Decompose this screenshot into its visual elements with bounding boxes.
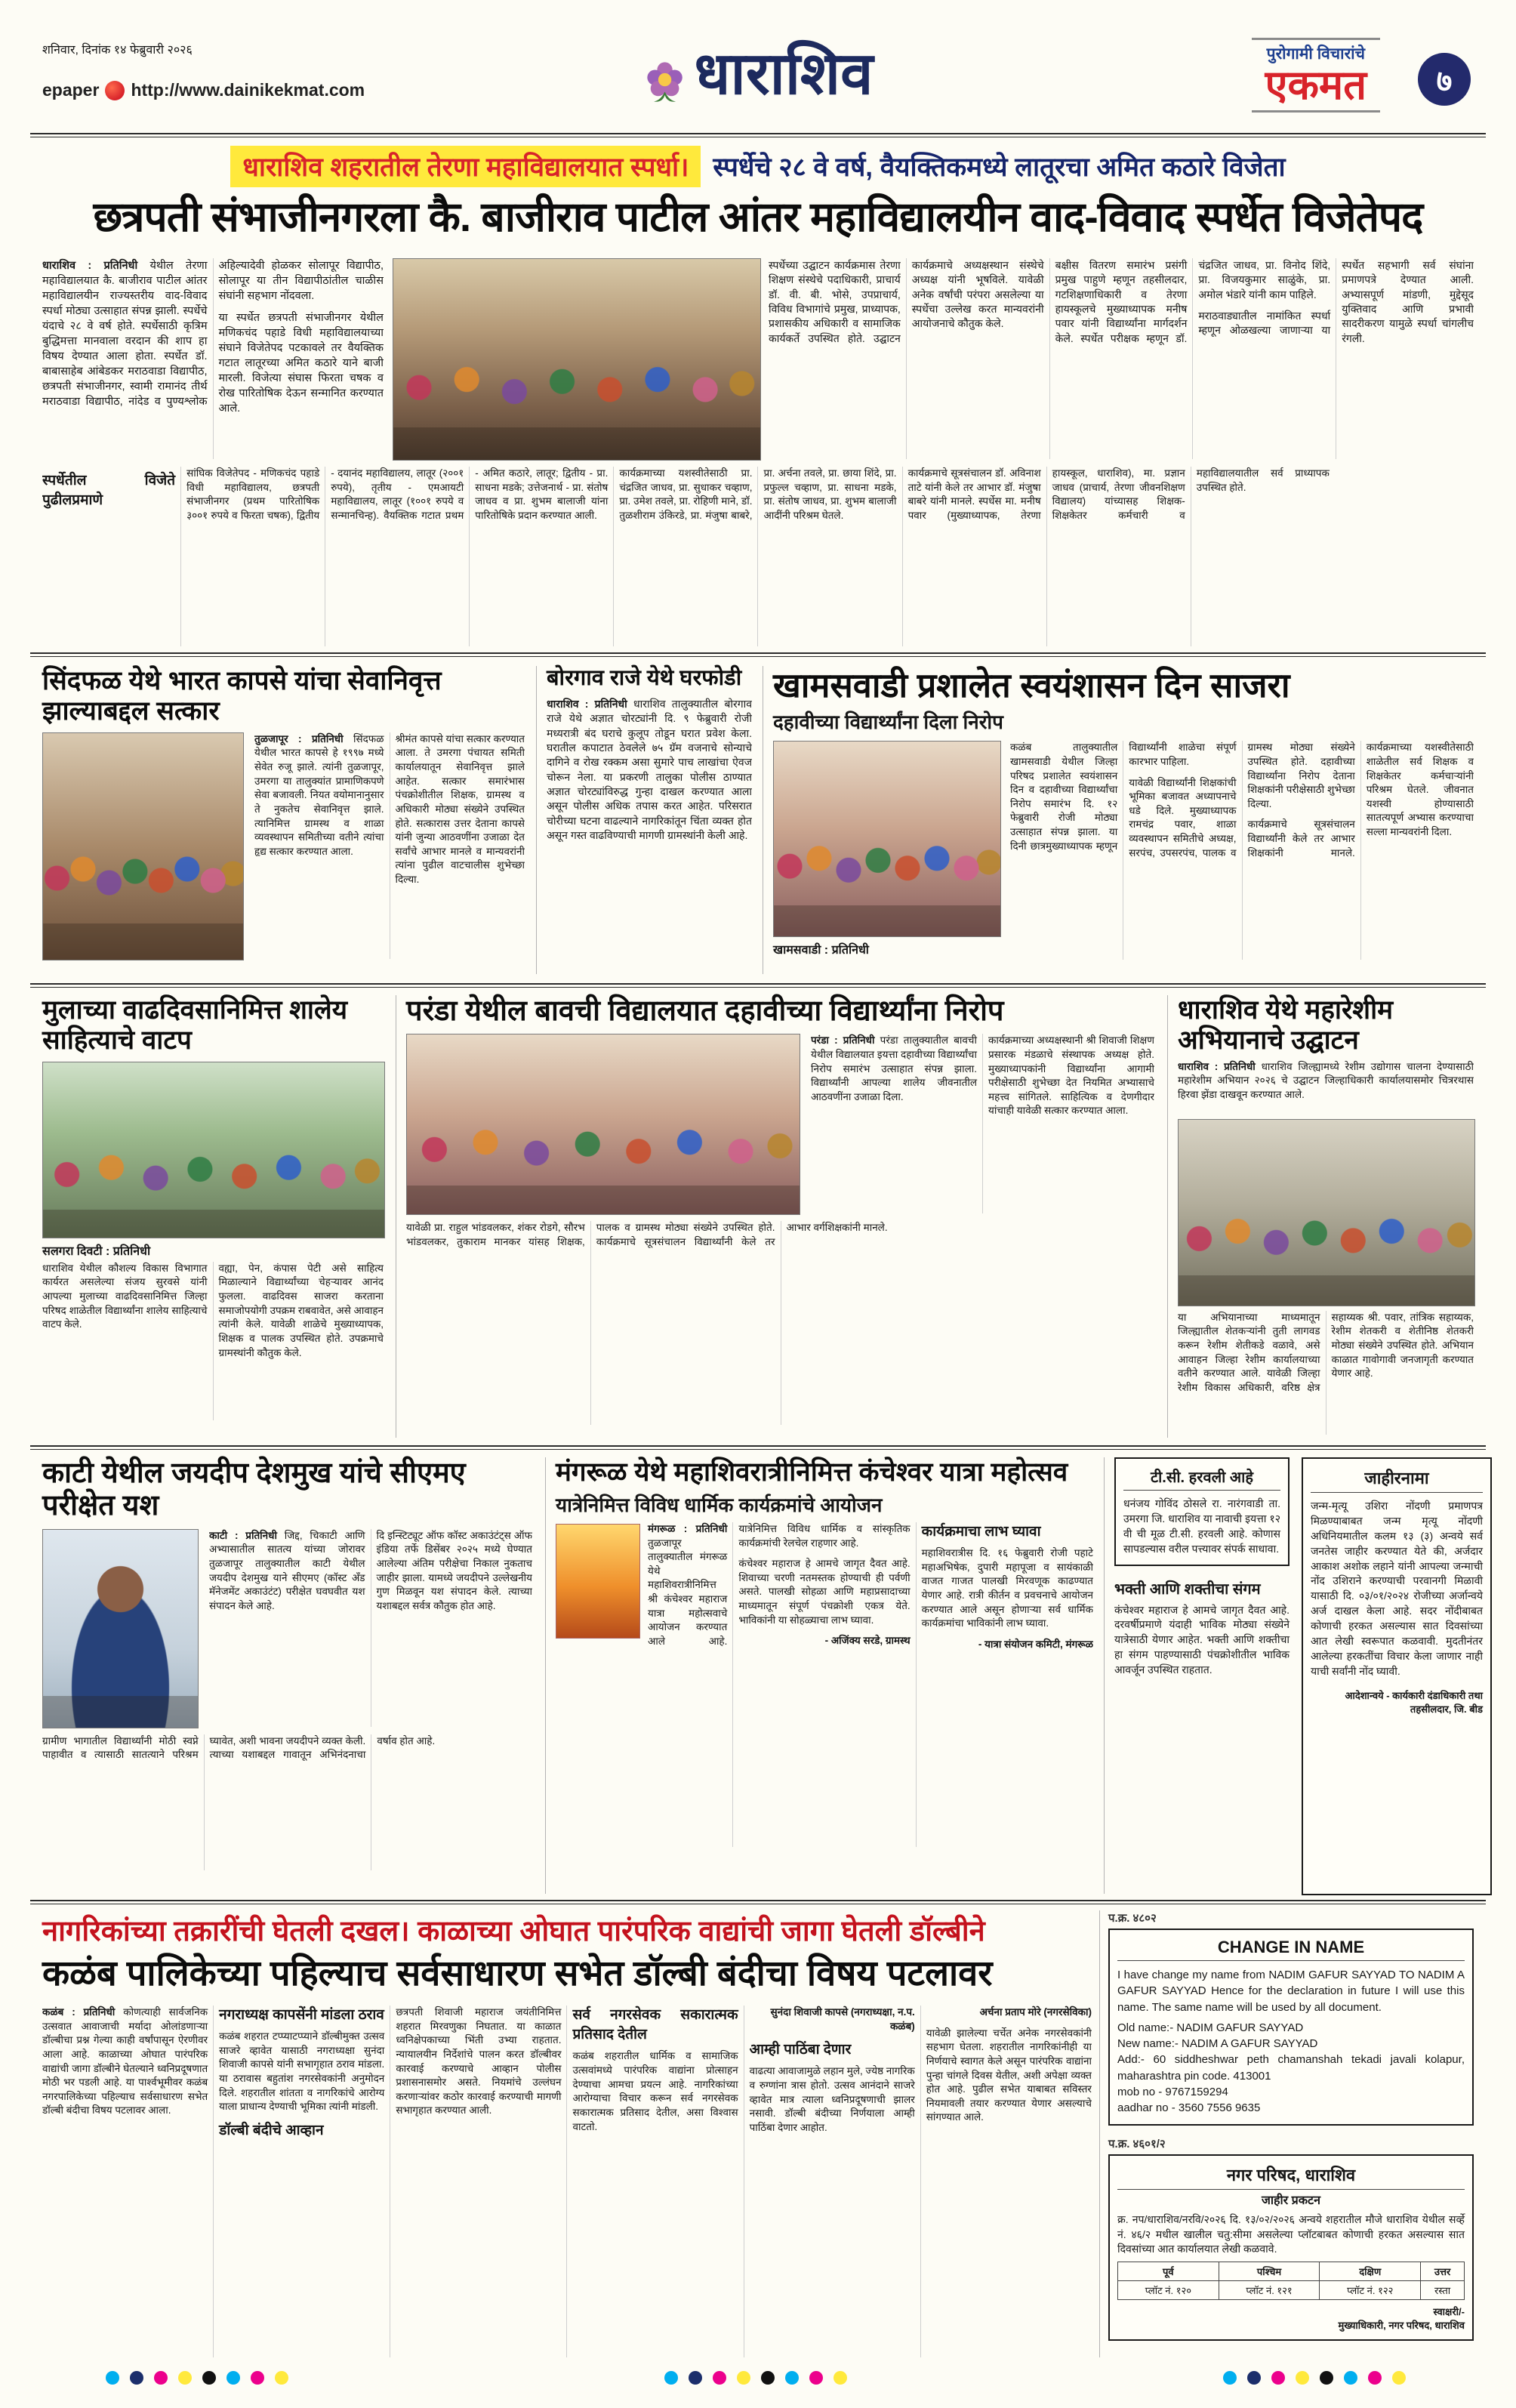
article-kati xyxy=(42,1457,533,1894)
table-header: उत्तर xyxy=(1421,2262,1465,2281)
article-body-bottom xyxy=(406,1221,1155,1425)
column-rule xyxy=(545,1457,546,1894)
body-text: दि इन्स्टिट्यूट ऑफ कॉस्ट अकाउंटंट्स ऑफ इंडिया तर्फे डिसेंबर २०२५ मध्ये घेण्यात आलेल्या अंतिम परीक्षेचा निकाल नुकताच जाहीर झाला. यामध्ये जयदीपने उल्लेखनीय गुण मिळवून यश संपादन केले. त्याच्या यशाबद्दल सर्वत्र कौतुक होत आहे. xyxy=(376,1529,532,1611)
body-text: येथील तेरणा महाविद्यालयात कै. बाजीराव पाटील आंतर महाविद्यालयीन राज्यस्तरीय वाद-विवाद स्पर्धा मोठ्या उत्साहात संपन्न झाली. स्पर्धेचे यंदाचे २८ वे वर्ष होते. स्पर्धेसाठी कृत्रिम बुद्धिमत्ता मानवाला वरदान की शाप हा विषय देण्यात आला होता. स्पर्धेत डॉ. बाबासाहेब आंबेडकर मराठवाडा विद्यापीठ, छत्रपती संभाजीनगर, स्वामी रामानंद तीर्थ मराठवाडा विद्यापीठ, नांदेड व पुण्यश्लोक अहिल्यादेवी होळकर सोलापूर विद्यापीठ, सोलापूर या तीन विद्यापीठांतील चाळीस संघांनी सहभाग नोंदवला. xyxy=(42,260,384,408)
reg-marks-group xyxy=(106,2371,288,2385)
section-rule xyxy=(30,1445,1486,1450)
council-notice xyxy=(1108,2154,1474,2342)
mahareshim-photo xyxy=(1178,1119,1475,1306)
body-text: कोणत्याही सार्वजनिक उत्सवात आवाजाची मर्यादा ओलांडणाऱ्या डॉल्बीचा प्रश्न गेल्या काही वर्षांपासून ऐरणीवर आला आहे. काळाच्या ओघात पारंपरिक वाद्यांची जागा डॉल्बीने घेतल्याने ध्वनिप्रदूषणात मोठी भर पडली आहे. या पार्श्वभूमीवर कळंब नगरपालिकेच्या पहिल्याच सर्वसाधारण सभेत डॉल्बी बंदीचा विषय पटलावर आला. xyxy=(42,2006,208,2117)
table-header: पूर्व xyxy=(1118,2262,1219,2281)
strap-rest: स्पर्धेचे २८ वे वर्ष, वैयक्तिकमध्ये लातूरचा अमित कठारे विजेता xyxy=(713,152,1286,182)
notice-head: टी.सी. हरवली आहे xyxy=(1123,1466,1280,1491)
notice-head: नगर परिषद, धाराशिव xyxy=(1117,2163,1465,2190)
notice-subhead: जाहीर प्रकटन xyxy=(1262,2194,1320,2207)
brand-box xyxy=(1252,38,1380,113)
dateline: तुळजापूर : प्रतिनिधी xyxy=(254,732,344,745)
section-rule xyxy=(30,1900,1486,1904)
article-borgaon xyxy=(547,666,752,974)
notice-signature: मुख्याधिकारी, नगर परिषद, धाराशिव xyxy=(1338,2320,1465,2332)
masthead-title xyxy=(643,40,874,106)
dateline: परंडा : प्रतिनिधी xyxy=(811,1034,875,1047)
body-text: छत्रपती शिवाजी महाराज जयंतीनिमित्त शहरात मिरवणुका निघतात. या काळात ध्वनिक्षेपकाच्या भिंती उभ्या राहतात. न्यायालयीन निर्देशांचे पालन करत डॉल्बीवर कारवाई करण्याचे आव्हान पोलीस प्रशासनासमोर असते. नियमांचे उल्लंघन करणाऱ्यांवर कठोर कारवाई करण्याची मागणी सभागृहात करण्यात आली. xyxy=(396,2006,562,2117)
body-text xyxy=(209,1529,365,1614)
body-text: कळंब तालुक्यातील खामसवाडी येथील जिल्हा परिषद प्रशालेत स्वयंशासन दिन व दहावीच्या विद्यार्थ्यांचा निरोप समारंभ दि. १२ फेब्रुवारी रोजी मोठ्या उत्साहात संपन्न झाला. या दिनी छात्रमुख्याध्यापक म्हणून विद्यार्थ्यांनी शाळेचा संपूर्ण कारभार पाहिला. xyxy=(1010,742,1237,852)
kalamb-strap: नागरिकांच्या तक्रारींची घेतली दखल। काळाच्या ओघात पारंपरिक वाद्यांची जागा घेतली डॉल्बीने xyxy=(42,1916,985,1947)
article-mahareshim xyxy=(1178,995,1474,1438)
notice-signature: स्वाक्षरी/- xyxy=(1433,2306,1465,2318)
article-vatap xyxy=(42,995,384,1438)
flower-logo-icon xyxy=(643,59,687,103)
bhakti-subhead: भक्ती आणि शक्तीचा संगम xyxy=(1114,1580,1261,1598)
article-headline: काटी येथील जयदीप देशमुख यांचे सीएमए परीक्षेत यश xyxy=(42,1457,466,1522)
article-body xyxy=(42,1262,384,1420)
article-body xyxy=(1010,741,1474,960)
notices-column-a xyxy=(1114,1457,1290,1894)
body-text xyxy=(1178,1060,1474,1102)
article-subhead: यात्रेनिमित्त विविध धार्मिक कार्यक्रमांचे आयोजन xyxy=(556,1493,883,1516)
dateline: धाराशिव : प्रतिनिधी xyxy=(1178,1060,1256,1072)
body-text: वह्या, पेन, कंपास पेटी असे साहित्य मिळाल्याने विद्यार्थ्यांच्या चेहऱ्यावर आनंद फुलला. वाढदिवस साजरा करताना समाजोपयोगी उपक्रम राबवावेत, असे आवाहन त्यांनी केले. यावेळी शाळेचे मुख्याध्यापक, शिक्षक व पालक उपस्थित होते. उपक्रमाचे ग्रामस्थांनी कौतुक केले. xyxy=(218,1262,384,1358)
table-cell: प्लॉट नं. १२१ xyxy=(1219,2281,1320,2300)
jahirnama-notice xyxy=(1302,1457,1492,1895)
body-text: सांघिक विजेतेपद - मणिकचंद पहाडे विधी महाविद्यालय, छत्रपती संभाजीनगर (प्रथम पारितोषिक ३००१ रुपये व फिरता चषक), द्वितीय - दयानंद महाविद्यालय, लातूर (२००१ रुपये), तृतीय - एमआयटी महाविद्यालय, लातूर (१००१ रुपये व सन्मानचिन्ह). वैयक्तिक गटात प्रथम - अमित कठारे, लातूर; द्वितीय - प्रा. साधना मडके; उत्तेजनार्थ - प्रा. संतोष जाधव व प्रा. शुभम बालाजी यांना पारितोषिके प्रदान करण्यात आली. xyxy=(186,467,609,521)
body-text: ग्रामीण भागातील विद्यार्थ्यांनी मोठी स्वप्ने पाहावीत व त्यासाठी सातत्याने परिश्रम घ्यावेत, अशी भावना जयदीपने व्यक्त केली. त्याच्या यशाबद्दल गावातून अभिनंदनाचा वर्षाव होत आहे. xyxy=(42,1734,436,1761)
notice-line: aadhar no - 3560 7556 9635 xyxy=(1117,2101,1261,2115)
change-name-notice xyxy=(1108,1929,1474,2126)
body-text: मराठवाड्यातील नामांकित स्पर्धा म्हणून ओळखल्या जाणाऱ्या या स्पर्धेत सहभागी सर्व संघांना प्रमाणपत्रे देण्यात आली. अभ्यासपूर्ण मांडणी, मुद्देसूद युक्तिवाद आणि प्रभावी सादरीकरण यामुळे स्पर्धा चांगलीच रंगली. xyxy=(1198,259,1474,344)
column-rule xyxy=(1104,1457,1105,1894)
quote-attribution: सुनंदा शिवाजी कापसे (नगराध्यक्षा, न.प. कळंब) xyxy=(770,2006,915,2032)
notice-line: Old name:- NADIM GAFUR SAYYAD xyxy=(1117,2021,1304,2034)
column-rule xyxy=(1167,995,1168,1438)
body-text: कार्यक्रमाच्या अध्यक्षस्थानी श्री शिवाजी शिक्षण प्रसारक मंडळाचे संस्थापक अध्यक्ष होते. मुख्याध्यापकांनी विद्यार्थ्यांना आगामी परीक्षेसाठी शुभेच्छा देत नियमित अभ्यासाचे महत्त्व सांगितले. साहित्यिक व देणगीदार यांचाही यावेळी सत्कार करण्यात आला. xyxy=(988,1034,1154,1117)
dateline: कळंब : प्रतिनिधी xyxy=(42,2006,116,2018)
body-text: यावेळी विद्यार्थ्यांनी शिक्षकांची भूमिका बजावत अध्यापनाचे धडे दिले. मुख्याध्यापक रामचंद्र पवार, शाळा व्यवस्थापन समितीचे अध्यक्ष, सरपंच, उपसरपंच, पालक व ग्रामस्थ मोठ्या संख्येने उपस्थित होते. दहावीच्या विद्यार्थ्यांना निरोप देताना शिक्षकांनी परीक्षेसाठी शुभेच्छा दिल्या. xyxy=(1129,742,1355,859)
sindphal-photo xyxy=(42,732,244,960)
article-paranda xyxy=(406,995,1155,1438)
notice-body: जन्म-मृत्यू उशिरा नोंदणी प्रमाणपत्र मिळण्याबाबत जन्म मृत्यू नोंदणी अधिनियमातील कलम १३ (३) अन्वये सर्व जनतेस जाहीर करण्यात येते की, अर्जदार आकाश अशोक लहाने यांनी आपल्या जन्माची नोंद उशिराने करण्याची परवानगी मिळावी यासाठी दि. ०३/०१/२०२४ रोजीच्या अर्जान्वये अर्ज दाखल केला आहे. सदर नोंदीबाबत कोणाची हरकत असल्यास सात दिवसांच्या आत लेखी स्वरूपात कळवावी. मुदतीनंतर आलेल्या हरकतींचा विचार केला जाणार नाही याची सर्वांनी नोंद घ्यावी. xyxy=(1311,1500,1483,1677)
body-text: धाराशिव जिल्ह्यामध्ये रेशीम उद्योगास चालना देण्यासाठी महारेशीम अभियान २०२६ चे उद्घाटन जिल्हाधिकारी कार्यालयासमोर चित्ररथास हिरवा झेंडा दाखवून करण्यात आले. xyxy=(1178,1060,1474,1101)
table-cell: रस्ता xyxy=(1421,2281,1465,2300)
kati-portrait-photo xyxy=(42,1529,199,1728)
notice-body: धनंजय गोविंद ठोसले रा. नारंगवाडी ता. उमरगा जि. धाराशिव या नावाची इयत्ता १२ वी ची मूळ टी.सी. हरवली आहे. कोणास सापडल्यास वरील पत्त्यावर संपर्क साधावा. xyxy=(1123,1497,1280,1555)
section-rule xyxy=(30,652,1486,657)
tc-lost-notice xyxy=(1114,1457,1290,1566)
article-headline: धाराशिव येथे महारेशीम अभियानाचे उद्घाटन xyxy=(1178,995,1394,1055)
body-text: या अभियानाच्या माध्यमातून जिल्ह्यातील शेतकऱ्यांनी तुती लागवड करून रेशीम शेतीकडे वळावे, असे आवाहन जिल्हा रेशीम कार्यालयाच्या वतीने करण्यात आले. यावेळी जिल्हा रेशीम विकास अधिकारी, वरिष्ठ क्षेत्र सहाय्यक श्री. पवार, तांत्रिक सहाय्यक, रेशीम शेतकरी व शेतीनिष्ठ शेतकरी मोठ्या संख्येने उपस्थित होते. अभियान काळात गावोगावी जनजागृती करण्यात येणार आहे. xyxy=(1178,1311,1474,1393)
epaper-logo-icon xyxy=(105,81,125,100)
body-text: जिद्द, चिकाटी आणि अभ्यासातील सातत्य यांच्या जोरावर तुळजापूर तालुक्यातील काटी येथील जयदीप देशमुख याने सीएमए (कॉस्ट अँड मॅनेजमेंट अकाउंटंट) परीक्षेत घवघवीत यश संपादन केले आहे. xyxy=(209,1529,365,1611)
sub-headline: आम्ही पाठिंबा देणार xyxy=(749,2042,852,2058)
quote-subhead: कार्यक्रमाचा लाभ घ्यावा xyxy=(921,1523,1041,1540)
epaper-label[interactable]: epaper xyxy=(42,80,100,100)
body-text: कळंब शहरात टप्प्याटप्प्याने डॉल्बीमुक्त उत्सव साजरे व्हावेत यासाठी नगराध्यक्षा सुनंदा शिवाजी कापसे यांनी सभागृहात ठराव मांडला. या ठरावास बहुतांश नगरसेवकांनी अनुमोदन दिले. शहरातील शांतता व नागरिकांचे आरोग्य याला प्राधान्य देण्याची भूमिका त्यांनी मांडली. xyxy=(219,2030,385,2113)
dateline: मंगरूळ : प्रतिनिधी xyxy=(648,1522,728,1534)
body-text: यावेळी प्रा. राहुल भांडवलकर, शंकर रोडगे, सौरभ भांडवलकर, तुकाराम मानकर यांसह शिक्षक, पालक व ग्रामस्थ मोठ्या संख्येने उपस्थित होते. कार्यक्रमाचे सूत्रसंचालन विद्यार्थ्यांनी केले तर आभार वर्गशिक्षकांनी मानले. xyxy=(406,1222,888,1247)
notice-body: क्र. नप/धाराशिव/नरवि/२०२६ दि. १३/०२/२०२६ अन्वये शहरातील मौजे धाराशिव येथील सर्व्हे नं. ४६/२ मधील खालील चतु:सीमा असलेल्या प्लॉटबाबत कोणाची हरकत असल्यास सात दिवसांच्या आत कार्यालयात लेखी कळवावे. xyxy=(1117,2212,1465,2255)
brand-tagline: पुरोगामी विचारांचे xyxy=(1266,45,1365,63)
article-body xyxy=(547,697,752,939)
reg-marks-group xyxy=(664,2371,847,2385)
table-header: पश्चिम xyxy=(1219,2262,1320,2281)
photo-caption: सलगरा दिवटी : प्रतिनिधी xyxy=(42,1244,151,1258)
notice-head: CHANGE IN NAME xyxy=(1117,1938,1465,1961)
body-text: सिंदफळ येथील भारत कापसे हे १९९७ मध्ये सेवेत रुजू झाले. त्यांनी तुळजापूर, उमरगा या तालुक्यांत प्रामाणिकपणे सेवा बजावली. नियत वयोमानानुसार ते नुकतेच सेवानिवृत्त झाले. त्यानिमित्त ग्रामस्थ व शाळा व्यवस्थापन समितीच्या वतीने त्यांचा हृद्य सत्कार करण्यात आला. xyxy=(254,732,384,857)
article-subhead: दहावीच्या विद्यार्थ्यांना दिला निरोप xyxy=(773,711,1003,734)
sub-headline: सर्व नगरसेवक सकारात्मक प्रतिसाद देतील xyxy=(572,2007,738,2043)
body-text: यावेळी झालेल्या चर्चेत अनेक नगरसेवकांनी सहभाग घेतला. शहरातील नागरिकांनीही या निर्णयाचे स्वागत केले असून पारंपरिक वाद्यांना पुन्हा चांगले दिवस येतील, अशी अपेक्षा व्यक्त होत आहे. पुढील सभेत याबाबत सविस्तर नियमावली तयार करण्यात येणार असल्याचे सांगण्यात आले. xyxy=(926,2027,1092,2123)
body-text: तुळजापूर तालुक्यातील मंगरूळ येथे महाशिवरात्रीनिमित्त श्री कंचेश्वर महाराज यात्रा महोत्सवाचे आयोजन करण्यात आले आहे. यात्रेनिमित्त विविध धार्मिक व सांस्कृतिक कार्यक्रमांची रेलचेल राहणार आहे. xyxy=(648,1522,911,1647)
section-rule xyxy=(30,983,1486,988)
article-body-top xyxy=(209,1529,532,1727)
article-body-top xyxy=(811,1034,1154,1213)
article-headline: मंगरूळ येथे महाशिवरात्रीनिमित्त कंचेश्वर यात्रा महोत्सव xyxy=(556,1457,1068,1487)
body-text: स्पर्धेच्या उद्घाटन कार्यक्रमास तेरणा शिक्षण संस्थेचे पदाधिकारी, प्राचार्य डॉ. वी. बी. भोसे, उपप्राचार्य, विविध विभागांचे प्रमुख, प्राध्यापक, प्रशासकीय अधिकारी व सामाजिक कार्यकर्ते उपस्थित होते. उद्घाटन कार्यक्रमाचे अध्यक्षस्थान संस्थेचे अध्यक्ष यांनी भूषविले. यावेळी अनेक वर्षांची परंपरा असलेल्या या स्पर्धेचा उल्लेख करत मान्यवरांनी आयोजनाचे कौतुक केले. xyxy=(769,259,1044,344)
article-sindphal xyxy=(42,666,525,976)
article-headline: मुलाच्या वाढदिवसानिमित्त शालेय साहित्याचे वाटप xyxy=(42,995,348,1055)
notice-line: New name:- NADIM A GAFUR SAYYAD xyxy=(1117,2037,1318,2051)
body-text: कार्यक्रमाचे सूत्रसंचालन डॉ. अविनाश ताटे यांनी केले तर आभार डॉ. मंजुषा बाबरे यांनी मानले. स्पर्धेस मा. मनीष पवार (मुख्याध्यापक, तेरणा हायस्कूल, धाराशिव), मा. प्रज्ञान जाधव (प्राचार्य, तेरणा जीवनशिक्षण विद्यालय) यांच्यासह शिक्षक-शिक्षकेतर कर्मचारी व महाविद्यालयातील सर्व प्राध्यापक उपस्थित होते. xyxy=(907,467,1330,521)
paranda-photo xyxy=(406,1034,800,1215)
boundary-table xyxy=(1117,2262,1465,2300)
article-body-bottom xyxy=(42,1734,533,1870)
article-mangrul xyxy=(556,1457,1093,1894)
quote-attribution: - यात्रा संयोजन कमिटी, मंगरूळ xyxy=(978,1638,1093,1650)
article-headline: सिंदफळ येथे भारत कापसे यांचा सेवानिवृत्त झाल्याबद्दल सत्कार xyxy=(42,666,442,726)
article-body-top xyxy=(1178,1060,1474,1119)
lead-left-text xyxy=(42,258,384,459)
header-rule xyxy=(30,133,1486,137)
article-body xyxy=(556,1522,1093,1847)
lead-bottom-text xyxy=(42,467,1474,646)
body-text: कार्यक्रमाचे सूत्रसंचालन विद्यार्थ्यांनी केले तर आभार शिक्षकांनी मानले. कार्यक्रमाच्या यशस्वीतेसाठी शाळेतील सर्व शिक्षक व शिक्षकेतर कर्मचाऱ्यांनी परिश्रम घेतले. जीवनात यशस्वी होण्यासाठी सातत्यपूर्ण अभ्यास करण्याचा सल्ला मान्यवरांनी दिला. xyxy=(1247,742,1474,859)
notice-label: प.क्र. ४६०१/२ xyxy=(1108,2137,1166,2151)
body-text xyxy=(811,1034,977,1104)
photo-caption: खामसवाडी : प्रतिनिधी xyxy=(773,944,869,957)
article-headline: खामसवाडी प्रशालेत स्वयंशासन दिन साजरा xyxy=(773,666,1290,705)
body-text: वाढत्या आवाजामुळे लहान मुले, ज्येष्ठ नागरिक व रुग्णांना त्रास होतो. उत्सव आनंदाने साजरे व्हावेत मात्र त्याला ध्वनिप्रदूषणाची झालर नसावी. डॉल्बी बंदीच्या निर्णयाला आम्ही पाठिंबा देणार आहोत. xyxy=(749,2065,915,2133)
photo-block xyxy=(773,741,1000,960)
page-number-badge: ७ xyxy=(1418,53,1471,106)
lead-headline: छत्रपती संभाजीनगरला कै. बाजीराव पाटील आंतर महाविद्यालयीन वाद-विवाद स्पर्धेत विजेतेपद xyxy=(93,193,1423,240)
deity-photo xyxy=(556,1524,640,1639)
body-text xyxy=(547,697,752,843)
body-text: कळंब शहरातील धार्मिक व सामाजिक उत्सवांमध्ये पारंपरिक वाद्यांना प्रोत्साहन देण्याचा आमचा प्रयत्न आहे. नागरिकांच्या आरोग्याचा विचार करून सर्व नगरसेवक सकारात्मक प्रतिसाद देतील, असा विश्वास वाटतो. xyxy=(572,2050,738,2132)
article-khamaswadi xyxy=(773,666,1474,974)
kalamb-headline: कळंब पालिकेच्या पहिल्याच सर्वसाधारण सभेत डॉल्बी बंदीचा विषय पटलावर xyxy=(42,1953,993,1993)
notice-label: प.क्र. ४८०२ xyxy=(1108,1912,1157,1925)
article-body xyxy=(254,732,525,959)
lead-photo xyxy=(393,258,761,461)
body-text: या स्पर्धेत छत्रपती संभाजीनगर येथील मणिकचंद पहाडे विधी महाविद्यालयाच्या संघाने विजेतेपद पटकावले तर वैयक्तिक गटात लातूरच्या अमित कठारे याने बाजी मारली. विजेत्या संघास फिरता चषक व रोख पारितोषिक देऊन सन्मानित करण्यात आले. xyxy=(218,312,384,415)
khamaswadi-photo xyxy=(773,741,1001,937)
vatap-photo xyxy=(42,1062,385,1238)
bhakti-body: कंचेश्वर महाराज हे आमचे जागृत दैवत आहे. दरवर्षीप्रमाणे यंदाही भाविक मोठ्या संख्येने यात्रेसाठी येणार आहेत. भक्ती आणि शक्तीचा हा संगम पाहण्यासाठी पंचक्रोशीतील भाविक आवर्जून उपस्थित राहतात. xyxy=(1114,1603,1290,1676)
notice-signature: आदेशान्वये - कार्यकारी दंडाधिकारी तथा तहसीलदार, जि. बीड xyxy=(1345,1689,1483,1715)
body-text: परंडा तालुक्यातील बावची येथील विद्यालयात इयत्ता दहावीच्या विद्यार्थ्यांचा निरोप समारंभ उत्साहात संपन्न झाला. विद्यार्थ्यांनी आपल्या शालेय जीवनातील आठवणींना उजाळा दिला. xyxy=(811,1034,977,1102)
epaper-row xyxy=(42,80,365,100)
column-rule xyxy=(1099,1910,1100,2357)
quote-attribution: अर्चना प्रताप मोरे (नगरसेविका) xyxy=(979,2006,1092,2018)
body-text: धाराशिव येथील कौशल्य विकास विभागात कार्यरत असलेल्या संजय सुरवसे यांनी आपल्या मुलाच्या वाढदिवसानिमित्त जिल्हा परिषद शाळेतील विद्यार्थ्यांना शालेय साहित्याचे वाटप केले. xyxy=(42,1262,208,1330)
table-header: दक्षिण xyxy=(1320,2262,1421,2281)
masthead-text: धाराशिव xyxy=(694,40,874,106)
body-text: कंचेश्वर महाराज हे आमचे जागृत दैवत आहे. शिवाच्या चरणी नतमस्तक होण्याची ही पर्वणी असते. पालखी सोहळा आणि महाप्रसादाच्या माध्यमातून संपूर्ण पंचक्रोशी एकत्र येते. भाविकांनी या सोहळ्याचा लाभ घ्यावा. xyxy=(738,1558,911,1626)
brand-name: एकमत xyxy=(1265,63,1367,108)
body-text: कार्यक्रमाच्या यशस्वीतेसाठी प्रा. चंद्रजित जाधव, प्रा. सुधाकर चव्हाण, प्रा. उमेश तवले, प्रा. रोहिणी माने, डॉ. तुळशीराम उंकिरडे, प्रा. मंजुषा बाबरे, प्रा. अर्चना तवले, प्रा. छाया शिंदे, प्रा. प्रफुल्ल चव्हाण, प्रा. साधना मडके, प्रा. संतोष जाधव, प्रा. शुभम बालाजी आदींनी परिश्रम घेतले. xyxy=(619,467,897,521)
body-text: महाशिवरात्रीस दि. १६ फेब्रुवारी रोजी पहाटे महाअभिषेक, दुपारी महापूजा व सायंकाळी वाजत गाजत पालखी मिरवणूक काढण्यात येणार आहे. रात्री कीर्तन व प्रवचनाचे आयोजन करण्यात आले असून होणाऱ्या सर्व धार्मिक कार्यक्रमांचा भाविकांनी लाभ घ्यावा. xyxy=(921,1547,1093,1629)
quote-attribution: - अजिंक्य सरडे, ग्रामस्थ xyxy=(824,1635,911,1647)
lead-right-text xyxy=(769,258,1474,459)
reg-marks-group xyxy=(1223,2371,1406,2385)
notice-line: Add:- 60 siddheshwar peth chamanshah tekadi javali kolapur, maharashtra pin code. 413001 xyxy=(1117,2053,1465,2083)
kalamb-body xyxy=(42,2006,1092,2357)
notices-column-b xyxy=(1108,1910,1474,2341)
article-body-bottom xyxy=(1178,1311,1474,1435)
dateline: धाराशिव : प्रतिनिधी xyxy=(547,698,627,711)
article-headline: बोरगाव राजे येथे घरफोडी xyxy=(547,666,742,690)
notice-body: I have change my name from NADIM GAFUR SAYYAD TO NADIM A GAFUR SAYYAD Hence for the declaration in future I will use this name. The same name will be used by all document. xyxy=(1117,1969,1465,2014)
sub-headline: नगराध्यक्ष कापसेंनी मांडला ठराव xyxy=(219,2007,384,2023)
masthead-header xyxy=(30,30,1486,130)
notice-head: जाहीरनामा xyxy=(1311,1466,1483,1493)
body-text: श्रीमंत कापसे यांचा सत्कार करण्यात आला. ते उमरगा पंचायत समिती कार्यालयातून सेवानिवृत्त झाले आहेत. सत्कार समारंभास पंचक्रोशीतील शिक्षक, ग्रामस्थ व अधिकारी मोठ्या संख्येने उपस्थित होते. सत्कारास उत्तर देताना कापसे यांनी जुन्या आठवणींना उजाळा देत सर्वांचे आभार मानले व मान्यवरांनी त्यांना पुढील वाटचालीस शुभेच्छा दिल्या. xyxy=(395,732,525,886)
article-headline: परंडा येथील बावची विद्यालयात दहावीच्या विद्यार्थ्यांना निरोप xyxy=(406,995,1004,1027)
table-cell: प्लॉट नं. १२२ xyxy=(1320,2281,1421,2300)
strap-highlight: धाराशिव शहरातील तेरणा महाविद्यालयात स्पर्धा। xyxy=(230,146,701,187)
body-text: धाराशिव तालुक्यातील बोरगाव राजे येथे अज्ञात चोरट्यांनी दि. ९ फेब्रुवारी रोजी मध्यरात्री बंद घराचे कुलूप तोडून घरात प्रवेश केला. घरातील कपाटात ठेवलेले ७५ ग्रॅम वजनाचे सोन्याचे दागिने व रोख रक्कम असा सुमारे पाच लाखांचा ऐवज चोरून नेला. या प्रकरणी तालुका पोलीस ठाण्यात अज्ञात चोरट्यांविरुद्ध गुन्हा दाखल करण्यात आला असून पोलीस अधिक तपास करत आहेत. परिसरात चोरीच्या घटना वाढल्याने नागरिकांतून चिंता व्यक्त होत असून गस्त वाढविण्याची मागणी ग्रामस्थांनी केली आहे. xyxy=(547,698,752,841)
date-line: शनिवार, दिनांक १४ फेब्रुवारी २०२६ xyxy=(42,44,193,57)
body-text: बक्षीस वितरण समारंभ प्रसंगी प्रमुख पाहुणे म्हणून तहसीलदार, गटशिक्षणाधिकारी व तेरणा हायस्कूलचे मुख्याध्यापक मनीष पवार यांनी विद्यार्थ्यांना मार्गदर्शन केले. स्पर्धेत परीक्षक म्हणून डॉ. चंद्रजित जाधव, प्रा. विनोद शिंदे, प्रा. विजयकुमार साळुंके, प्रा. अमोल भंडारे यांनी काम पाहिले. xyxy=(1055,259,1331,344)
column-rule xyxy=(536,666,537,974)
table-cell: प्लॉट नं. १२० xyxy=(1118,2281,1219,2300)
dateline: काटी : प्रतिनिधी xyxy=(209,1529,277,1541)
dateline: धाराशिव : प्रतिनिधी xyxy=(42,260,138,272)
body-text xyxy=(254,732,384,859)
top-strap xyxy=(30,145,1486,187)
notice-line: mob no - 9767159294 xyxy=(1117,2086,1228,2099)
winners-subhead: स्पर्धेतील विजेते पुढीलप्रमाणे xyxy=(42,473,176,509)
sub-headline: डॉल्बी बंदीचे आव्हान xyxy=(219,2122,324,2138)
body-text xyxy=(42,2006,208,2118)
site-url-link[interactable]: http://www.dainikekmat.com xyxy=(131,80,365,100)
